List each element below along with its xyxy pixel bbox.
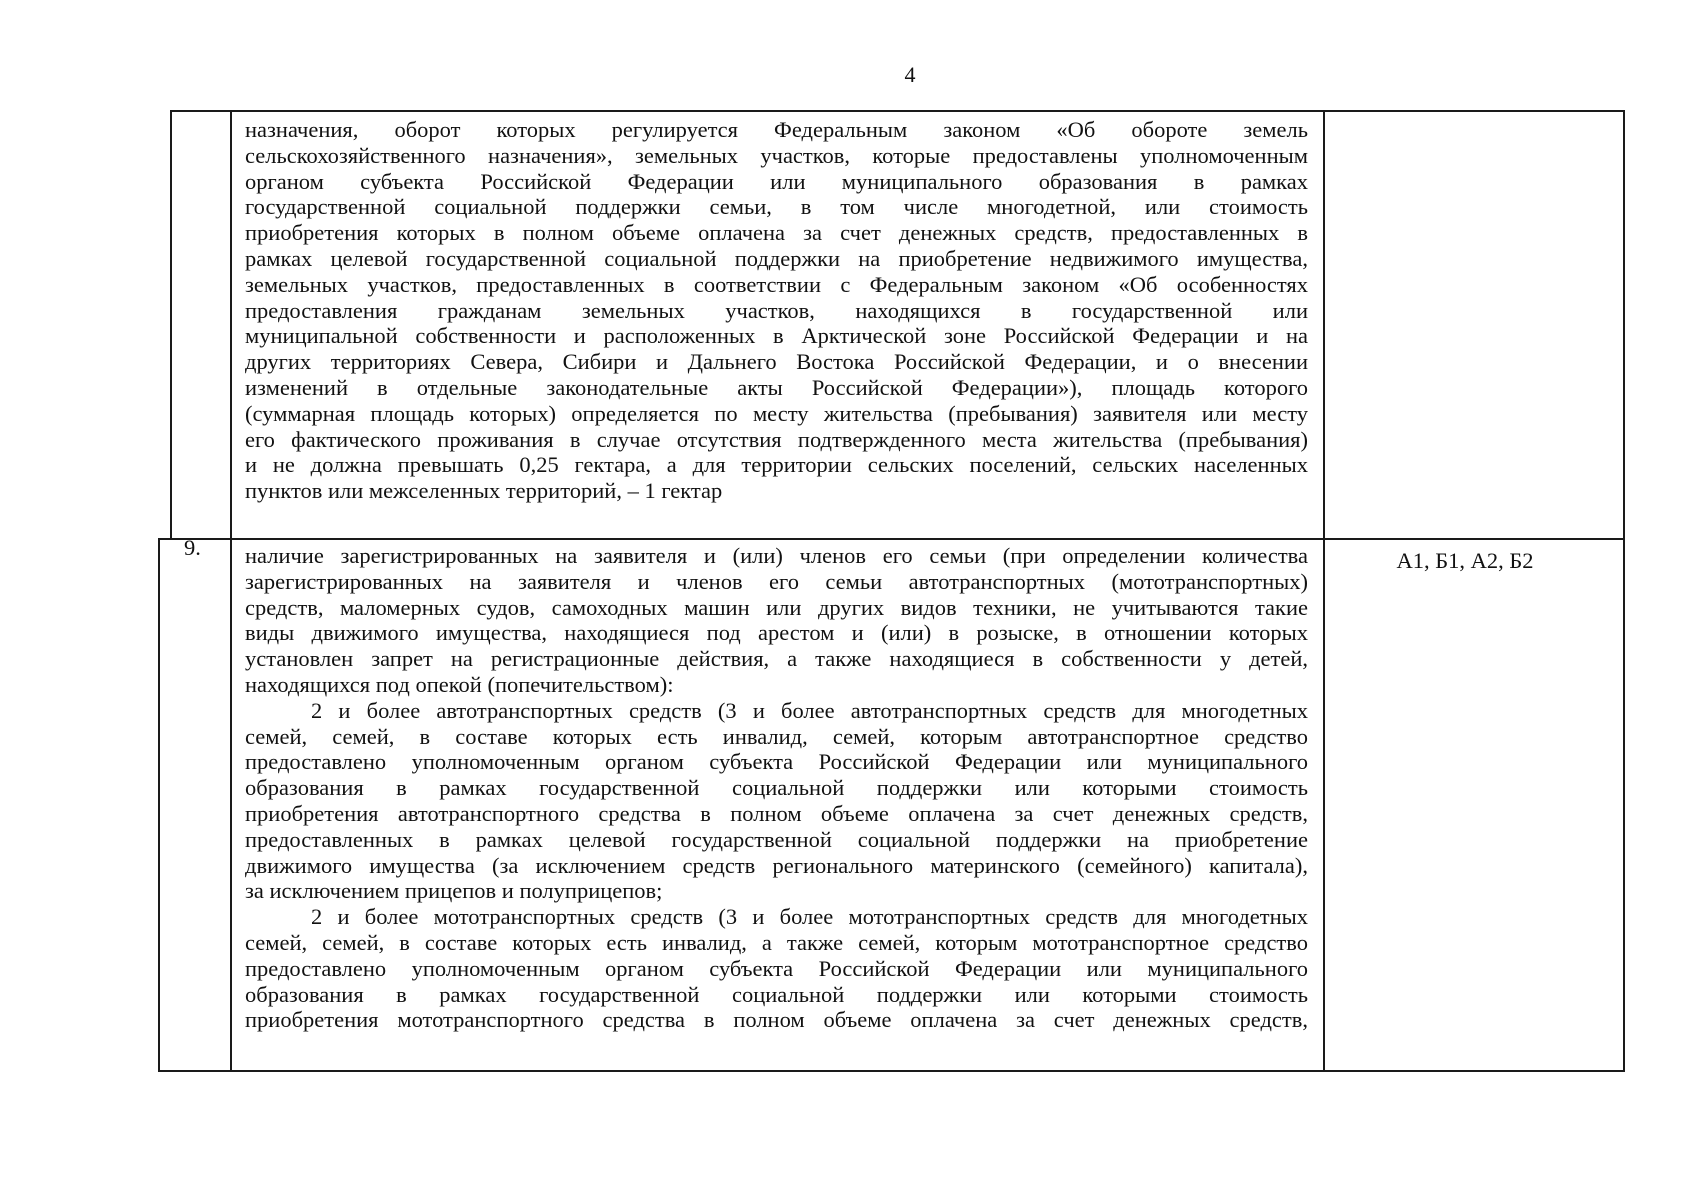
text-line: предоставленных в рамках целевой государственной социальной поддержки на приобретение: [245, 826, 1308, 852]
text-line: 2 и более мототранспортных средств (3 и более мототранспортных средств для многодетных: [311, 904, 1308, 930]
text-line: образования в рамках государственной социальной поддержки или которыми стоимость: [245, 981, 1308, 1007]
text-line: муниципальной собственности и расположенных в Арктической зоне Российской Федерации и на: [245, 323, 1308, 349]
table-top-border: [170, 110, 1625, 112]
row-divider: [158, 538, 1625, 540]
codes-column-divider: [1323, 110, 1325, 1072]
text-line: наличие зарегистрированных на заявителя и (или) членов его семьи (при определении количества: [245, 543, 1308, 568]
text-line: и не должна превышать 0,25 гектара, а для территории сельских поселений, сельских населенных: [245, 452, 1308, 478]
text-line: виды движимого имущества, находящиеся под арестом и (или) в розыске, в отношении которых: [245, 620, 1308, 646]
text-line: государственной социальной поддержки семьи, в том числе многодетной, или стоимость: [245, 194, 1308, 220]
text-line: предоставления гражданам земельных участков, находящихся в государственной или: [245, 297, 1308, 323]
text-line: пунктов или межселенных территорий, – 1 гектар: [245, 478, 723, 504]
text-line: приобретения которых в полном объеме оплачена за счет денежных средств, предоставленных в: [245, 220, 1308, 246]
text-line: его фактического проживания в случае отсутствия подтвержденного места жительства (пребывания): [245, 426, 1308, 452]
text-line: изменений в отдельные законодательные акты Российской Федерации»), площадь которого: [245, 374, 1308, 400]
text-line: 2 и более автотранспортных средств (3 и более автотранспортных средств для многодетных: [311, 697, 1308, 723]
text-line: установлен запрет на регистрационные действия, а также находящиеся в собственности у детей,: [245, 646, 1308, 672]
text-line: образования в рамках государственной социальной поддержки или которыми стоимость: [245, 775, 1308, 801]
row-9-text: [245, 543, 1308, 1033]
text-line: органом субъекта Российской Федерации или муниципального образования в рамках: [245, 168, 1308, 194]
text-line: (суммарная площадь которых) определяется по месту жительства (пребывания) заявителя или месту: [245, 400, 1308, 426]
previous-row-text: [245, 117, 1308, 504]
text-line: сельскохозяйственного назначения», земельных участков, которые предоставлены уполномоченным: [245, 142, 1308, 168]
text-line: семей, семей, в составе которых есть инвалид, семей, которым автотранспортное средство: [245, 723, 1308, 749]
text-line: предоставлено уполномоченным органом субъекта Российской Федерации или муниципального: [245, 955, 1308, 981]
text-line: рамках целевой государственной социальной поддержки на приобретение недвижимого имущества,: [245, 245, 1308, 271]
table-left-border: [170, 110, 172, 540]
page-number: 4: [904, 62, 916, 87]
table-left-border-lower: [158, 538, 160, 1072]
text-line: за исключением прицепов и полуприцепов;: [245, 878, 663, 904]
table-right-border: [1623, 110, 1625, 1072]
text-line: находящихся под опекой (попечительством):: [245, 671, 674, 697]
text-line: приобретения мототранспортного средства в полном объеме оплачена за счет денежных средств,: [245, 1007, 1308, 1033]
text-line: назначения, оборот которых регулируется Федеральным законом «Об обороте земель: [245, 117, 1308, 142]
text-line: приобретения автотранспортного средства в полном объеме оплачена за счет денежных средств,: [245, 800, 1308, 826]
number-column-divider: [230, 110, 232, 1072]
table-bottom-border: [158, 1070, 1625, 1072]
text-line: земельных участков, предоставленных в соответствии с Федеральным законом «Об особенностях: [245, 271, 1308, 297]
row-number: 9.: [184, 535, 201, 560]
category-codes: А1, Б1, А2, Б2: [1396, 548, 1534, 573]
text-line: зарегистрированных на заявителя и членов его семьи автотранспортных (мототранспортных): [245, 568, 1308, 594]
text-line: других территориях Севера, Сибири и Дальнего Востока Российской Федерации, и о внесении: [245, 349, 1308, 375]
text-line: предоставлено уполномоченным органом субъекта Российской Федерации или муниципального: [245, 749, 1308, 775]
text-line: движимого имущества (за исключением средств регионального материнского (семейного) капитала),: [245, 852, 1308, 878]
text-line: средств, маломерных судов, самоходных машин или других видов техники, не учитываются такие: [245, 594, 1308, 620]
text-line: семей, семей, в составе которых есть инвалид, а также семей, которым мототранспортное средство: [245, 929, 1308, 955]
